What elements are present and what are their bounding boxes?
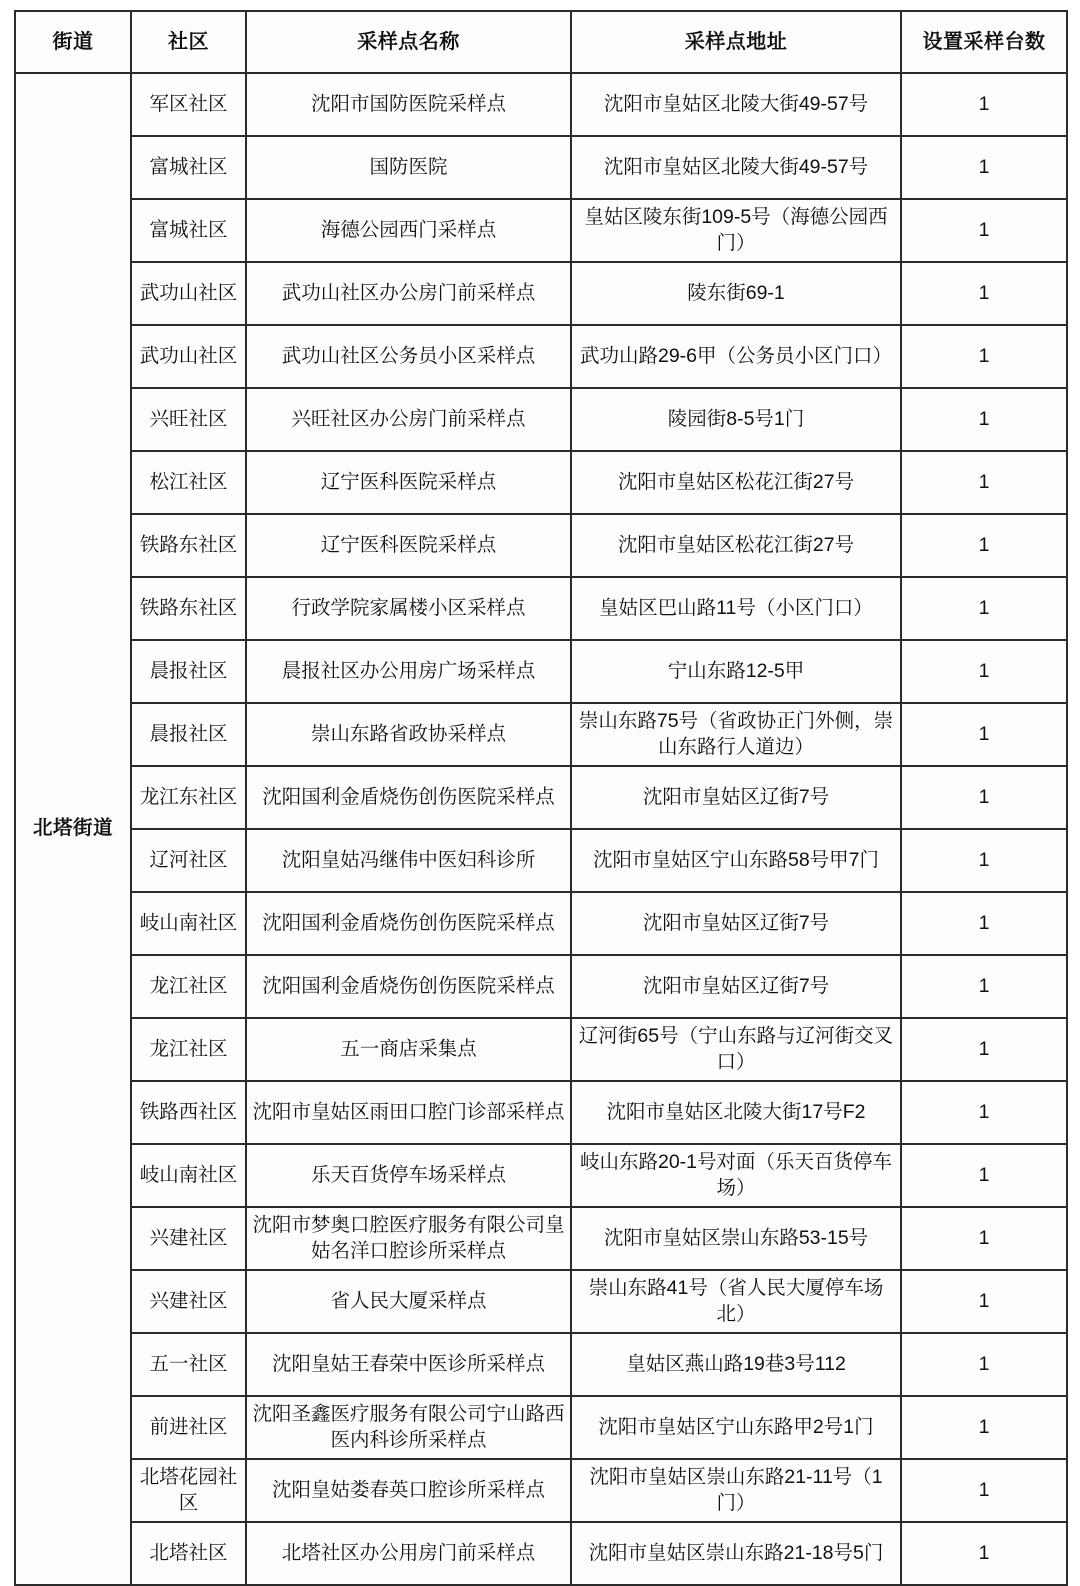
booth-count-cell: 1 [901, 892, 1067, 955]
site-address-cell: 沈阳市皇姑区北陵大街49-57号 [571, 136, 901, 199]
site-address-cell: 沈阳市皇姑区松花江街27号 [571, 514, 901, 577]
sampling-site-table [14, 10, 1068, 1586]
table-row [15, 73, 1067, 136]
table-row [15, 136, 1067, 199]
table-row [15, 1333, 1067, 1396]
community-cell: 武功山社区 [131, 325, 246, 388]
booth-count-cell: 1 [901, 1333, 1067, 1396]
booth-count-cell: 1 [901, 1207, 1067, 1270]
booth-count-cell: 1 [901, 1018, 1067, 1081]
table-row [15, 1207, 1067, 1270]
site-name-cell: 武功山社区公务员小区采样点 [246, 325, 571, 388]
column-header-street: 街道 [15, 11, 131, 73]
site-name-cell: 沈阳皇姑王春荣中医诊所采样点 [246, 1333, 571, 1396]
site-name-cell: 沈阳国利金盾烧伤创伤医院采样点 [246, 892, 571, 955]
site-address-cell: 沈阳市皇姑区崇山东路53-15号 [571, 1207, 901, 1270]
site-address-cell: 沈阳市皇姑区辽街7号 [571, 955, 901, 1018]
table-header [15, 11, 1067, 73]
site-address-cell: 沈阳市皇姑区北陵大街17号F2 [571, 1081, 901, 1144]
community-cell: 铁路西社区 [131, 1081, 246, 1144]
booth-count-cell: 1 [901, 640, 1067, 703]
table-row [15, 262, 1067, 325]
community-cell: 军区社区 [131, 73, 246, 136]
site-address-cell: 崇山东路41号（省人民大厦停车场北） [571, 1270, 901, 1333]
booth-count-cell: 1 [901, 325, 1067, 388]
community-cell: 龙江社区 [131, 955, 246, 1018]
booth-count-cell: 1 [901, 199, 1067, 262]
table-row [15, 703, 1067, 766]
table-row [15, 199, 1067, 262]
column-header-site-address: 采样点地址 [571, 11, 901, 73]
community-cell: 龙江社区 [131, 1018, 246, 1081]
community-cell: 前进社区 [131, 1396, 246, 1459]
table-row [15, 1396, 1067, 1459]
site-name-cell: 辽宁医科医院采样点 [246, 514, 571, 577]
booth-count-cell: 1 [901, 703, 1067, 766]
column-header-site-name: 采样点名称 [246, 11, 571, 73]
site-name-cell: 武功山社区办公房门前采样点 [246, 262, 571, 325]
community-cell: 富城社区 [131, 199, 246, 262]
site-name-cell: 晨报社区办公用房广场采样点 [246, 640, 571, 703]
site-name-cell: 海德公园西门采样点 [246, 199, 571, 262]
booth-count-cell: 1 [901, 514, 1067, 577]
site-name-cell: 沈阳市梦奥口腔医疗服务有限公司皇姑名洋口腔诊所采样点 [246, 1207, 571, 1270]
table-row [15, 955, 1067, 1018]
community-cell: 晨报社区 [131, 640, 246, 703]
booth-count-cell: 1 [901, 262, 1067, 325]
community-cell: 北塔社区 [131, 1522, 246, 1585]
site-address-cell: 沈阳市皇姑区宁山东路甲2号1门 [571, 1396, 901, 1459]
site-name-cell: 沈阳国利金盾烧伤创伤医院采样点 [246, 766, 571, 829]
table-row [15, 1081, 1067, 1144]
community-cell: 岐山南社区 [131, 1144, 246, 1207]
column-header-booth-count: 设置采样台数 [901, 11, 1067, 73]
site-name-cell: 沈阳市国防医院采样点 [246, 73, 571, 136]
booth-count-cell: 1 [901, 1522, 1067, 1585]
site-name-cell: 辽宁医科医院采样点 [246, 451, 571, 514]
community-cell: 岐山南社区 [131, 892, 246, 955]
booth-count-cell: 1 [901, 73, 1067, 136]
site-address-cell: 宁山东路12-5甲 [571, 640, 901, 703]
community-cell: 龙江东社区 [131, 766, 246, 829]
site-address-cell: 皇姑区燕山路19巷3号112 [571, 1333, 901, 1396]
table-row [15, 1459, 1067, 1522]
site-name-cell: 兴旺社区办公房门前采样点 [246, 388, 571, 451]
community-cell: 北塔花园社区 [131, 1459, 246, 1522]
community-cell: 武功山社区 [131, 262, 246, 325]
site-name-cell: 乐天百货停车场采样点 [246, 1144, 571, 1207]
table-row [15, 1522, 1067, 1585]
booth-count-cell: 1 [901, 955, 1067, 1018]
table-row [15, 1144, 1067, 1207]
site-address-cell: 皇姑区巴山路11号（小区门口） [571, 577, 901, 640]
table-row [15, 766, 1067, 829]
site-name-cell: 省人民大厦采样点 [246, 1270, 571, 1333]
booth-count-cell: 1 [901, 1081, 1067, 1144]
booth-count-cell: 1 [901, 1396, 1067, 1459]
table-body [15, 73, 1067, 1585]
site-name-cell: 沈阳国利金盾烧伤创伤医院采样点 [246, 955, 571, 1018]
community-cell: 松江社区 [131, 451, 246, 514]
site-address-cell: 沈阳市皇姑区辽街7号 [571, 766, 901, 829]
site-address-cell: 陵园街8-5号1门 [571, 388, 901, 451]
booth-count-cell: 1 [901, 1270, 1067, 1333]
site-address-cell: 岐山东路20-1号对面（乐天百货停车场） [571, 1144, 901, 1207]
site-address-cell: 沈阳市皇姑区崇山东路21-18号5门 [571, 1522, 901, 1585]
table-row [15, 640, 1067, 703]
community-cell: 五一社区 [131, 1333, 246, 1396]
booth-count-cell: 1 [901, 451, 1067, 514]
site-name-cell: 北塔社区办公用房门前采样点 [246, 1522, 571, 1585]
table-row [15, 1270, 1067, 1333]
site-address-cell: 陵东街69-1 [571, 262, 901, 325]
community-cell: 兴建社区 [131, 1207, 246, 1270]
booth-count-cell: 1 [901, 388, 1067, 451]
street-group-cell: 北塔街道 [15, 73, 131, 1585]
site-address-cell: 沈阳市皇姑区松花江街27号 [571, 451, 901, 514]
table-row [15, 892, 1067, 955]
site-name-cell: 行政学院家属楼小区采样点 [246, 577, 571, 640]
site-name-cell: 沈阳圣鑫医疗服务有限公司宁山路西医内科诊所采样点 [246, 1396, 571, 1459]
community-cell: 晨报社区 [131, 703, 246, 766]
table-row [15, 577, 1067, 640]
booth-count-cell: 1 [901, 136, 1067, 199]
community-cell: 兴建社区 [131, 1270, 246, 1333]
booth-count-cell: 1 [901, 1144, 1067, 1207]
site-address-cell: 沈阳市皇姑区辽街7号 [571, 892, 901, 955]
community-cell: 辽河社区 [131, 829, 246, 892]
community-cell: 铁路东社区 [131, 577, 246, 640]
table-row [15, 451, 1067, 514]
site-address-cell: 沈阳市皇姑区北陵大街49-57号 [571, 73, 901, 136]
table-row [15, 829, 1067, 892]
site-name-cell: 沈阳皇姑娄春英口腔诊所采样点 [246, 1459, 571, 1522]
site-name-cell: 国防医院 [246, 136, 571, 199]
site-address-cell: 皇姑区陵东街109-5号（海德公园西门） [571, 199, 901, 262]
site-name-cell: 五一商店采集点 [246, 1018, 571, 1081]
table-row [15, 1018, 1067, 1081]
column-header-community: 社区 [131, 11, 246, 73]
booth-count-cell: 1 [901, 829, 1067, 892]
community-cell: 富城社区 [131, 136, 246, 199]
site-address-cell: 沈阳市皇姑区崇山东路21-11号（1门） [571, 1459, 901, 1522]
site-name-cell: 沈阳皇姑冯继伟中医妇科诊所 [246, 829, 571, 892]
community-cell: 铁路东社区 [131, 514, 246, 577]
site-name-cell: 沈阳市皇姑区雨田口腔门诊部采样点 [246, 1081, 571, 1144]
site-address-cell: 崇山东路75号（省政协正门外侧，崇山东路行人道边） [571, 703, 901, 766]
site-address-cell: 武功山路29-6甲（公务员小区门口） [571, 325, 901, 388]
site-address-cell: 沈阳市皇姑区宁山东路58号甲7门 [571, 829, 901, 892]
header-row [15, 11, 1067, 73]
community-cell: 兴旺社区 [131, 388, 246, 451]
booth-count-cell: 1 [901, 766, 1067, 829]
table-row [15, 325, 1067, 388]
site-name-cell: 崇山东路省政协采样点 [246, 703, 571, 766]
booth-count-cell: 1 [901, 577, 1067, 640]
table-row [15, 388, 1067, 451]
site-address-cell: 辽河街65号（宁山东路与辽河街交叉口） [571, 1018, 901, 1081]
table-row [15, 514, 1067, 577]
booth-count-cell: 1 [901, 1459, 1067, 1522]
